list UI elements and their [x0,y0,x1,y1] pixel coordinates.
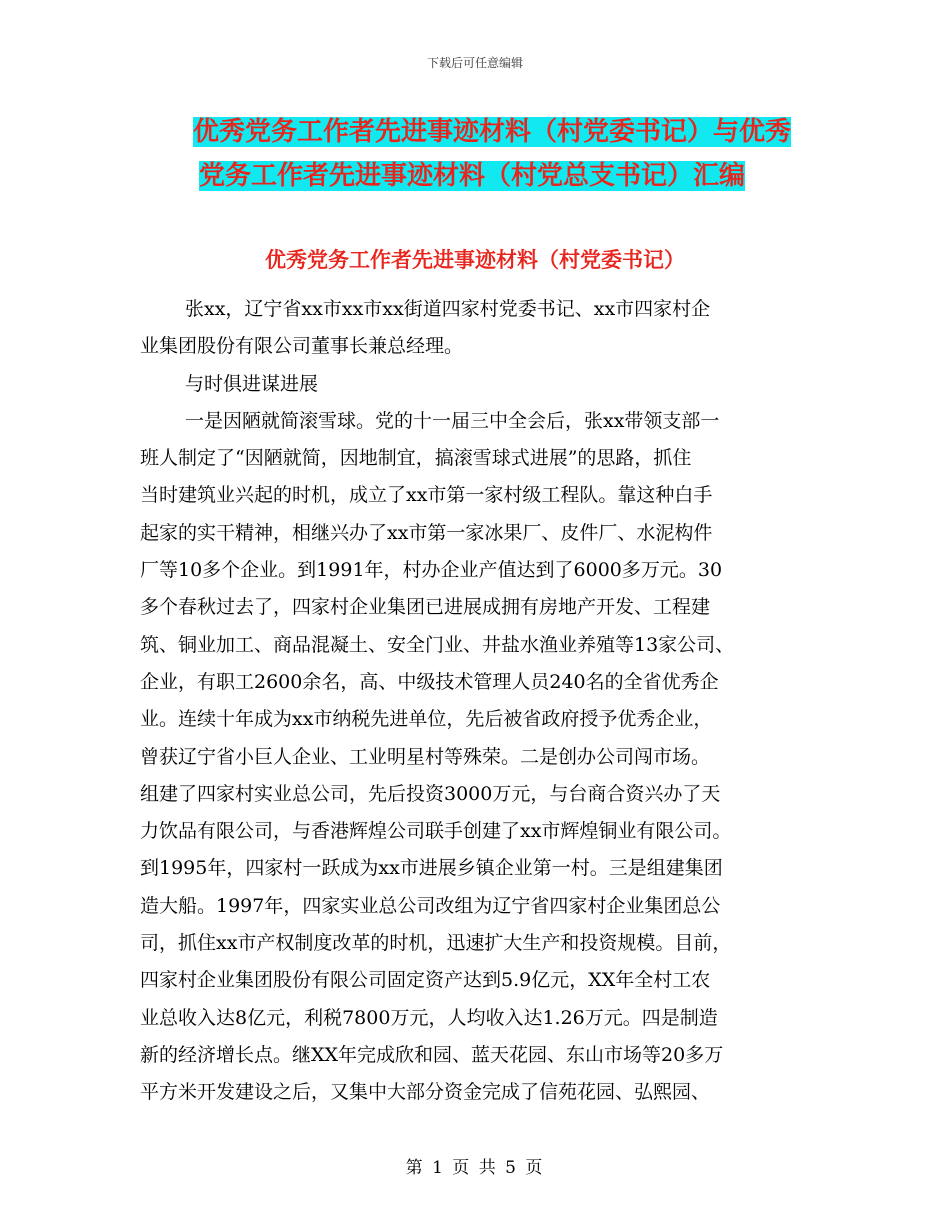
paragraph-line: 业。连续十年成为xx市纳税先进单位，先后被省政府授予优秀企业， [140,708,713,731]
paragraph-line: 新的经济增长点。继XX年完成欣和园、蓝天花园、东山市场等20多万 [140,1043,724,1066]
paragraph-line: 业总收入达8亿元，利税7800万元，人均收入达1.26万元。四是制造 [140,1006,718,1029]
section-heading: 与时俱进谋进展 [185,372,319,395]
paragraph-line: 力饮品有限公司，与香港辉煌公司联手创建了xx市辉煌铜业有限公司。 [140,820,732,843]
paragraph-line: 四家村企业集团股份有限公司固定资产达到5.9亿元，XX年全村工农 [140,969,711,992]
paragraph-line: 平方米开发建设之后，又集中大部分资金完成了信苑花园、弘熙园、 [140,1081,711,1104]
paragraph-line: 班人制定了“因陋就简，因地制宜，搞滚雪球式进展”的思路，抓住 [140,447,692,470]
paragraph-line: 到1995年，四家村一跃成为xx市进展乡镇企业第一村。三是组建集团 [140,857,723,880]
paragraph-line: 造大船。1997年，四家实业总公司改组为辽宁省四家村企业集团总公 [140,894,721,917]
title-line-2: 党务工作者先进事迹材料（村党总支书记）汇编 [199,161,746,191]
page-footer: 第 1 页 共 5 页 [405,1158,545,1178]
body-text [140,291,820,1112]
paragraph-line: 起家的实干精神，相继兴办了xx市第一家冰果厂、皮件厂、水泥构件 [140,521,713,544]
paragraph-line: 一是因陋就简滚雪球。党的十一届三中全会后，张xx带领支部一 [185,409,720,432]
paragraph-line: 筑、铜业加工、商品混凝土、安全门业、井盐水渔业养殖等13家公司、 [140,633,735,656]
paragraph-line: 厂等10多个企业。到1991年，村办企业产值达到了6000多万元。30 [140,559,723,582]
paragraph-line: 业集团股份有限公司董事长兼总经理。 [140,335,464,358]
paragraph-line: 企业，有职工2600余名，高、中级技术管理人员240名的全省优秀企 [140,670,719,693]
title-line-1: 优秀党务工作者先进事迹材料（村党委书记）与优秀 [193,117,792,147]
paragraph-line: 司，抓住xx市产权制度改革的时机，迅速扩大生产和投资规模。目前， [140,932,732,955]
section-title: 优秀党务工作者先进事迹材料（村党委书记） [265,248,685,272]
document-title [193,110,833,198]
header-note: 下载后可任意编辑 [426,56,523,70]
paragraph-line: 张xx，辽宁省xx市xx市xx街道四家村党委书记、xx市四家村企 [185,298,711,320]
paragraph-line: 多个春秋过去了，四家村企业集团已进展成拥有房地产开发、工程建 [140,596,711,619]
paragraph-line: 当时建筑业兴起的时机，成立了xx市第一家村级工程队。靠这种白手 [140,484,713,507]
paragraph-line: 组建了四家村实业总公司，先后投资3000万元，与台商合资兴办了天 [140,782,721,805]
paragraph-line: 曾获辽宁省小巨人企业、工业明星村等殊荣。二是创办公司闯市场。 [140,745,711,768]
